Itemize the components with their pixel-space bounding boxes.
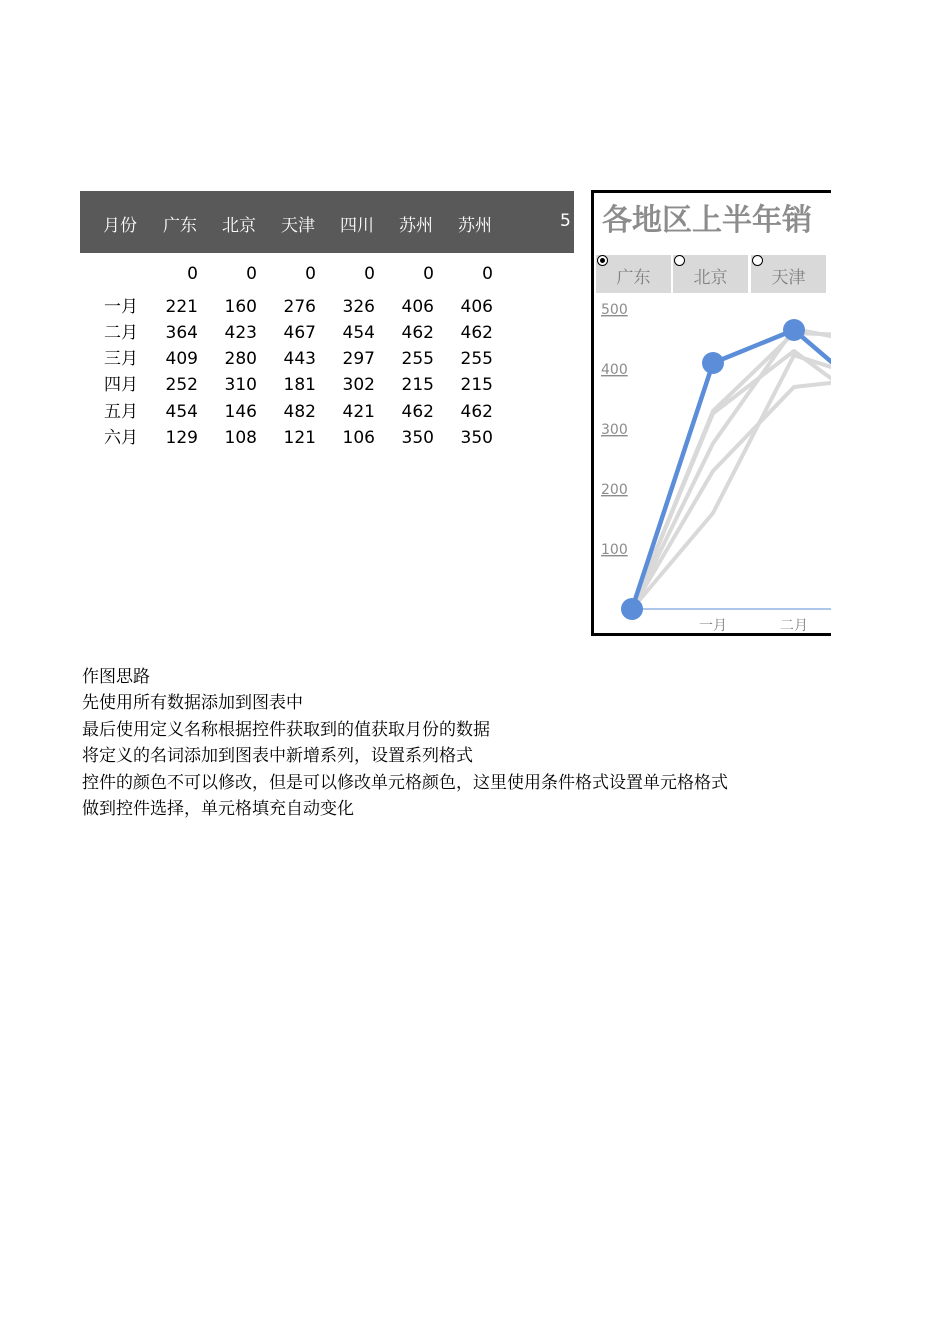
cell: 406 xyxy=(460,297,493,317)
note-line: 控件的颜色不可以修改，但是可以修改单元格颜色，这里使用条件格式设置单元格格式 xyxy=(82,772,728,793)
header-suzhou: 苏州 xyxy=(399,216,433,236)
note-line: 将定义的名词添加到图表中新增系列，设置系列格式 xyxy=(82,746,473,767)
cell: 0 xyxy=(246,264,257,284)
note-line: 先使用所有数据添加到图表中 xyxy=(82,693,303,714)
month-cell: 一月 xyxy=(104,297,138,317)
cell: 409 xyxy=(165,349,198,369)
series-point xyxy=(702,352,724,374)
table-row xyxy=(80,425,574,451)
cell: 146 xyxy=(224,402,257,422)
cell: 454 xyxy=(165,402,198,422)
cell: 482 xyxy=(283,402,316,422)
table-row xyxy=(80,346,574,372)
y-tick-label: 200 xyxy=(601,482,628,498)
cell: 0 xyxy=(187,264,198,284)
header-extra: 5 xyxy=(560,211,571,231)
chart-panel xyxy=(591,190,831,636)
cell: 350 xyxy=(401,428,434,448)
option-label: 天津 xyxy=(771,268,806,288)
cell: 121 xyxy=(283,428,316,448)
cell: 350 xyxy=(460,428,493,448)
header-suzhou-2: 苏州 xyxy=(458,216,492,236)
cell: 221 xyxy=(165,297,198,317)
cell: 421 xyxy=(342,402,375,422)
series-point xyxy=(783,319,805,341)
cell: 108 xyxy=(224,428,257,448)
month-cell: 四月 xyxy=(104,375,138,395)
selected-row xyxy=(80,261,574,287)
series-line-grey xyxy=(632,329,831,609)
cell: 467 xyxy=(283,323,316,343)
cell: 364 xyxy=(165,323,198,343)
header-guangdong: 广东 xyxy=(163,216,197,236)
cell: 443 xyxy=(283,349,316,369)
cell: 406 xyxy=(401,297,434,317)
chart-title: 各地区上半年销 xyxy=(602,203,812,238)
cell: 215 xyxy=(460,375,493,395)
option-label: 北京 xyxy=(693,268,728,288)
series-point xyxy=(621,598,643,620)
cell: 462 xyxy=(401,402,434,422)
cell: 297 xyxy=(342,349,375,369)
cell: 160 xyxy=(224,297,257,317)
cell: 106 xyxy=(342,428,375,448)
cell: 462 xyxy=(460,402,493,422)
month-cell: 三月 xyxy=(104,349,138,369)
cell: 280 xyxy=(224,349,257,369)
cell: 0 xyxy=(482,264,493,284)
x-tick-label: 一月 xyxy=(699,618,727,634)
y-tick-label: 100 xyxy=(601,542,628,558)
table-row xyxy=(80,372,574,398)
line-chart xyxy=(594,193,831,636)
x-tick-label: 二月 xyxy=(780,618,808,634)
y-tick-label: 500 xyxy=(601,302,628,318)
cell: 255 xyxy=(401,349,434,369)
cell: 255 xyxy=(460,349,493,369)
cell: 276 xyxy=(283,297,316,317)
y-tick-label: 400 xyxy=(601,362,628,378)
notes xyxy=(82,664,728,822)
cell: 302 xyxy=(342,375,375,395)
cell: 215 xyxy=(401,375,434,395)
y-tick-label: 300 xyxy=(601,422,628,438)
header-tianjin: 天津 xyxy=(281,216,315,236)
table-row xyxy=(80,399,574,425)
cell: 454 xyxy=(342,323,375,343)
note-line: 作图思路 xyxy=(82,667,150,687)
table-row xyxy=(80,320,574,346)
option-label: 广东 xyxy=(616,268,651,288)
cell: 0 xyxy=(364,264,375,284)
cell: 252 xyxy=(165,375,198,395)
cell: 462 xyxy=(460,323,493,343)
series-line-grey xyxy=(632,333,831,609)
header-sichuan: 四川 xyxy=(340,216,374,236)
month-cell: 六月 xyxy=(104,428,138,448)
cell: 462 xyxy=(401,323,434,343)
cell: 129 xyxy=(165,428,198,448)
table-row xyxy=(80,294,574,320)
note-line: 做到控件选择，单元格填充自动变化 xyxy=(82,799,354,820)
month-cell: 五月 xyxy=(104,402,138,422)
cell: 181 xyxy=(283,375,316,395)
header-beijing: 北京 xyxy=(222,216,256,236)
series-line-highlight xyxy=(632,330,831,609)
cell: 0 xyxy=(423,264,434,284)
note-line: 最后使用定义名称根据控件获取到的值获取月份的数据 xyxy=(82,719,490,740)
table-header xyxy=(80,191,574,253)
cell: 0 xyxy=(305,264,316,284)
cell: 326 xyxy=(342,297,375,317)
header-month: 月份 xyxy=(103,216,137,236)
cell: 310 xyxy=(224,375,257,395)
month-cell: 二月 xyxy=(104,323,138,343)
cell: 423 xyxy=(224,323,257,343)
